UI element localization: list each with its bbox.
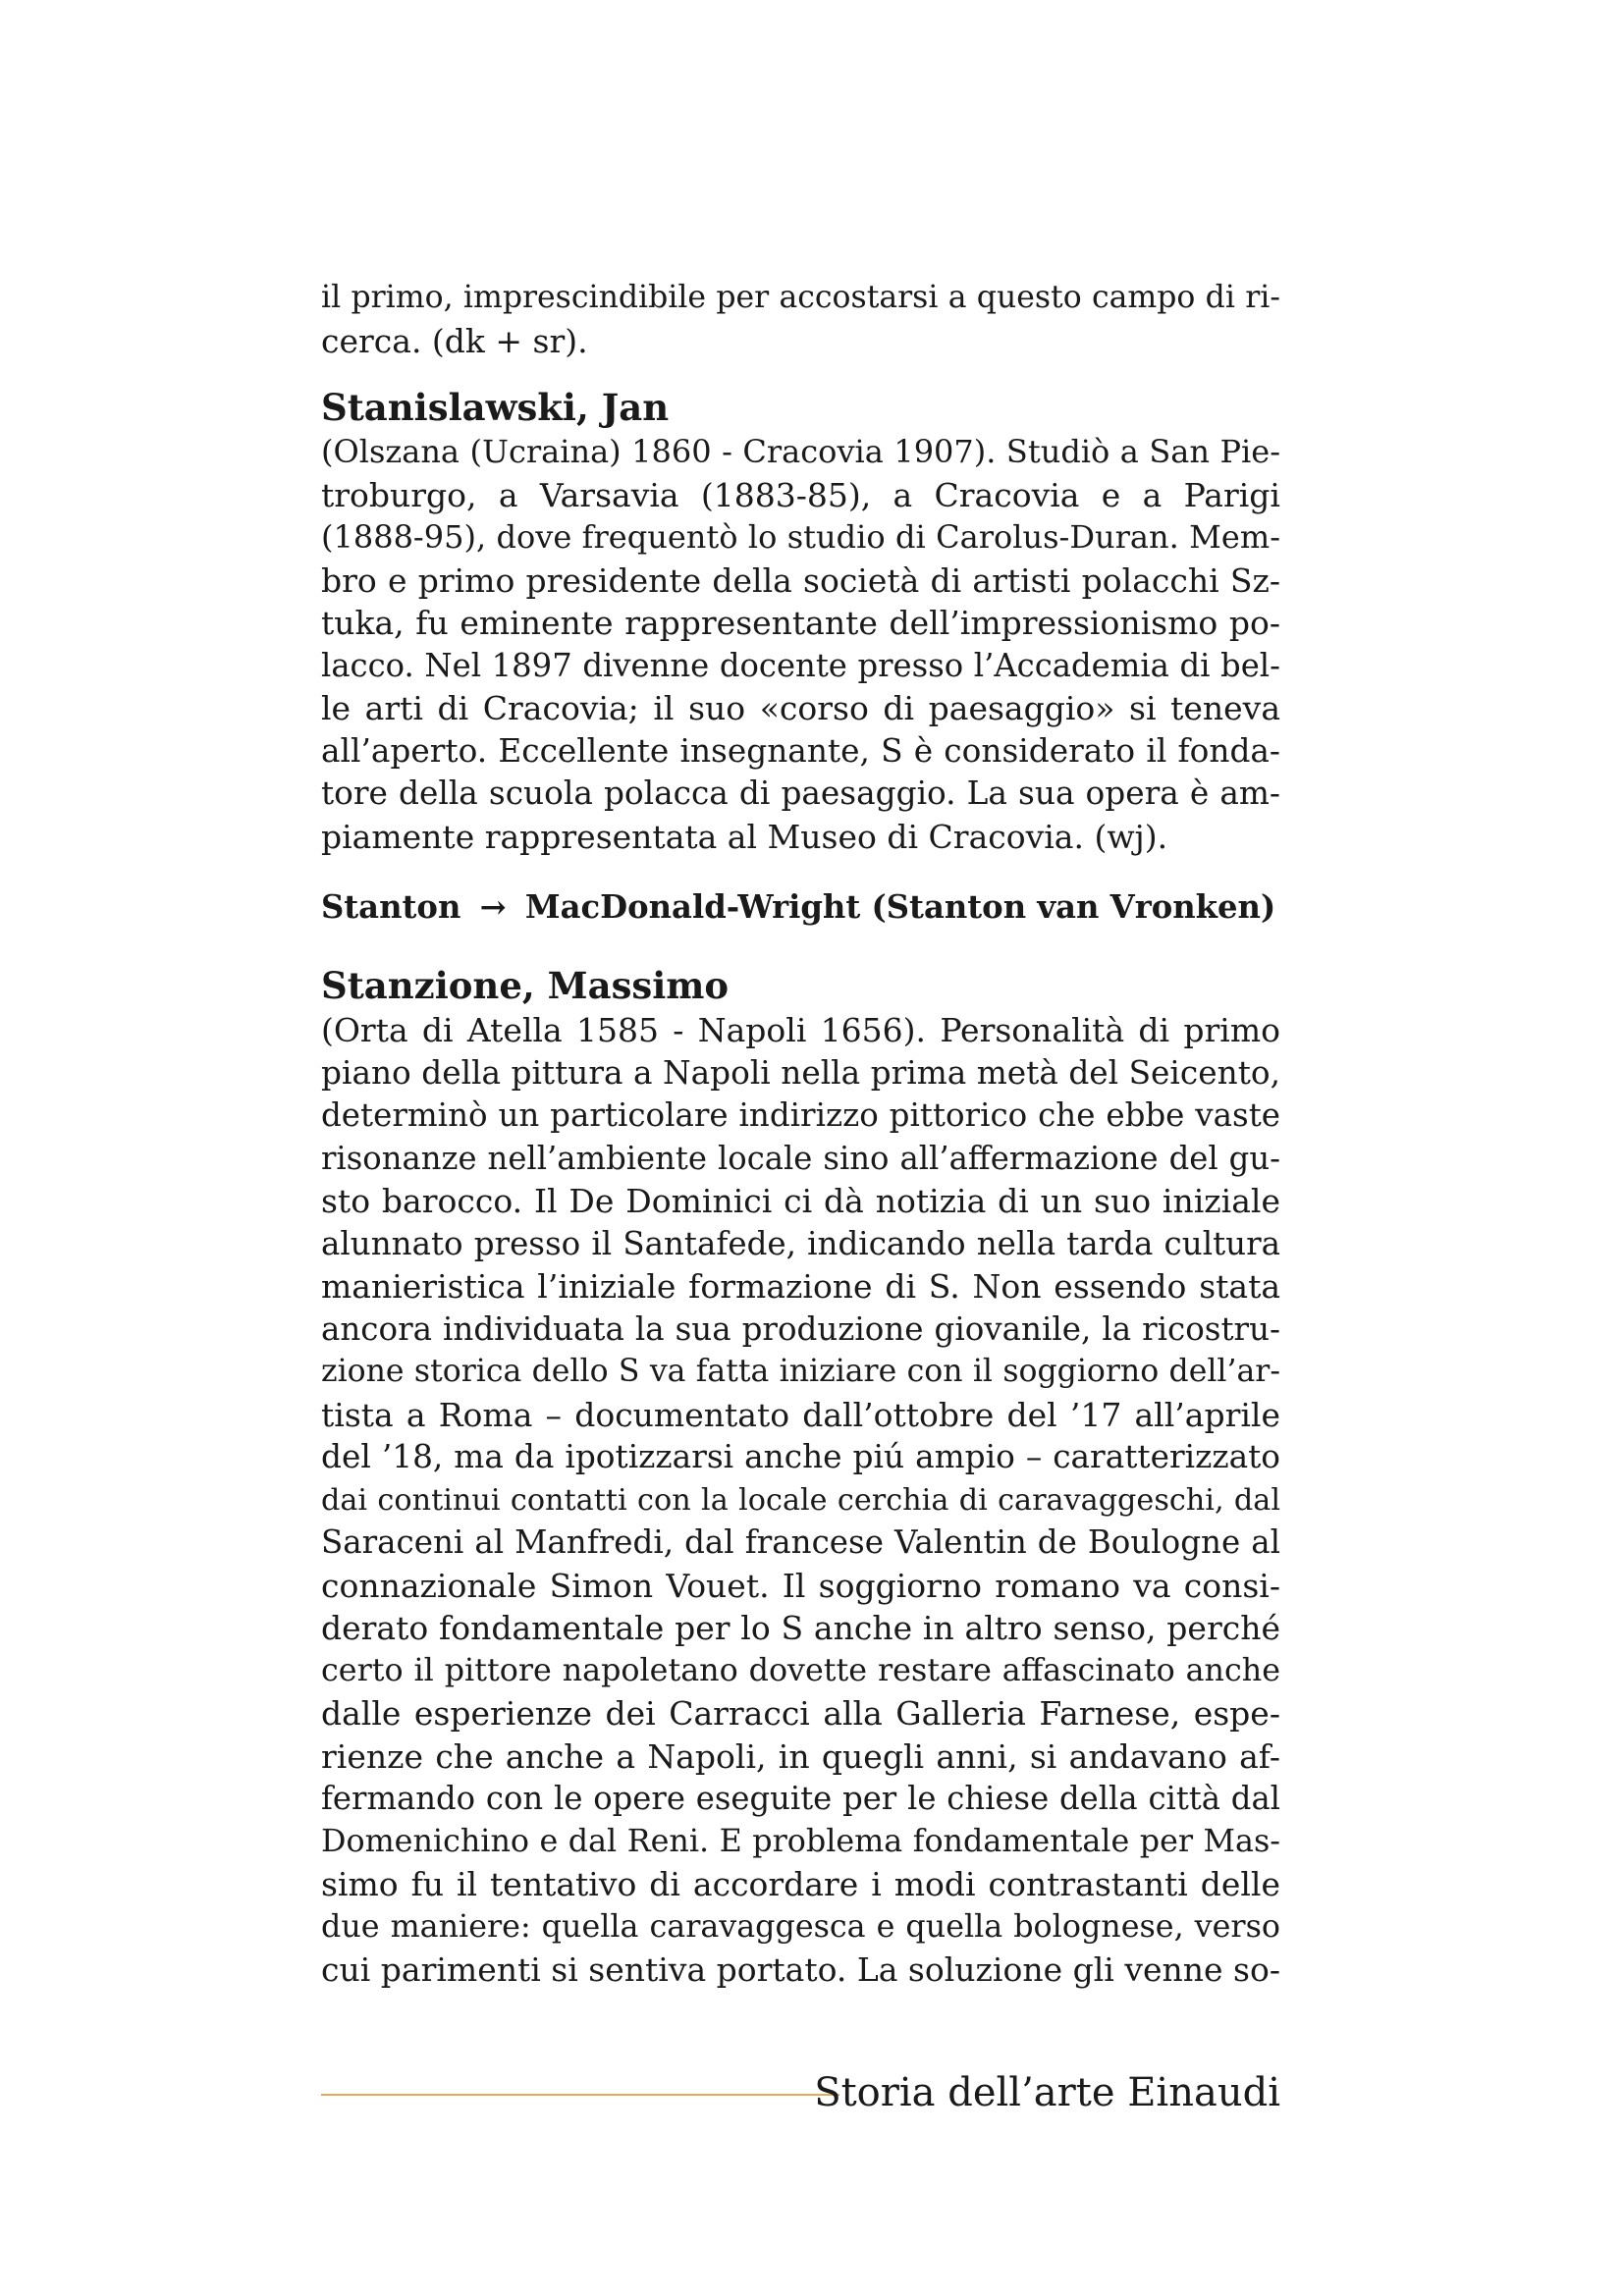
text-line: cerca. (dk + sr). [321,321,588,360]
text-line: cui parimenti si sentiva portato. La soluzione gli venne so- [321,1950,1280,1989]
text-line: determinò un particolare indirizzo pittorico che ebbe vaste [321,1096,1280,1134]
text-line: dai continui contatti con la locale cerchia di caravaggeschi, dal [321,1482,1280,1518]
text-line: Domenichino e dal Reni. E problema fondamentale per Mas- [321,1823,1280,1859]
intro-paragraph [321,277,1280,362]
text-line: sto barocco. Il De Dominici ci dà notizia di un suo iniziale [321,1182,1280,1220]
text-line: lacco. Nel 1897 divenne docente presso l’Accademia di bel- [321,646,1280,684]
text-line: certo il pittore napoletano dovette restare affascinato anche [321,1652,1280,1688]
text-line: derato fondamentale per lo S anche in altro senso, perché [321,1609,1280,1647]
text-line: all’aperto. Eccellente insegnante, S è considerato il fonda- [321,731,1280,770]
text-line: connazionale Simon Vouet. Il soggiorno romano va consi- [321,1566,1280,1605]
text-line: (Orta di Atella 1585 - Napoli 1656). Personalità di primo [321,1011,1280,1049]
footer-rule [321,2094,839,2096]
entry-heading-stanzione: Stanzione, Massimo [321,964,730,1007]
text-line: tuka, fu eminente rappresentante dell’impressionismo po- [321,604,1280,642]
text-line: del ’18, ma da ipotizzarsi anche piú ampio – caratterizzato [321,1438,1280,1475]
text-line: le arti di Cracovia; il suo «corso di paesaggio» si teneva [321,689,1280,727]
text-line: troburgo, a Varsavia (1883-85), a Cracovia e a Parigi [321,475,1280,514]
entry-heading-stanton [321,883,1280,931]
text-line: bro e primo presidente della società di artisti polacchi Sz- [321,561,1280,600]
footer-title: Storia dell’arte Einaudi [814,2070,1280,2115]
text-column [321,277,1280,1992]
text-line: dalle esperienze dei Carracci alla Galleria Farnese, espe- [321,1694,1280,1733]
text-line: risonanze nell’ambiente locale sino all’affermazione del gu- [321,1139,1280,1177]
cross-ref-target[interactable]: MacDonald-Wright (Stanton van Vronken) [524,888,1276,926]
text-line: ancora individuata la sua produzione giovanile, la ricostru- [321,1309,1280,1348]
cross-ref-source: Stanton [321,888,461,926]
entry-body-stanislawski [321,431,1280,858]
text-line: (1888-95), dove frequentò lo studio di Carolus-Duran. Mem- [321,518,1280,556]
entry-heading-stanislawski: Stanislawski, Jan [321,386,670,429]
text-line: rienze che anche a Napoli, in quegli anni, si andavano af- [321,1736,1280,1776]
text-line: manieristica l’iniziale formazione di S. Non essendo stata [321,1267,1280,1306]
text-line: piano della pittura a Napoli nella prima metà del Seicento, [321,1053,1280,1092]
text-line: tista a Roma – documentato dall’ottobre del ’17 all’aprile [321,1395,1280,1434]
text-line: tore della scuola polacca di paesaggio. La sua opera è am- [321,774,1280,812]
text-line: Saraceni al Manfredi, dal francese Valentin de Boulogne al [321,1523,1280,1561]
text-line: alunnato presso il Santafede, indicando nella tarda cultura [321,1224,1280,1262]
text-line: due maniere: quella caravaggesca e quella bolognese, verso [321,1908,1280,1945]
page-footer [321,2065,1280,2120]
text-line: il primo, imprescindibile per accostarsi a questo campo di ri- [321,280,1280,315]
entry-body-stanzione [321,1009,1280,1992]
text-line: fermando con le opere eseguite per le chiese della città dal [321,1780,1280,1817]
text-line: (Olszana (Ucraina) 1860 - Cracovia 1907). Studiò a San Pie- [321,433,1280,470]
text-line: zione storica dello S va fatta iniziare con il soggiorno dell’ar- [321,1354,1280,1389]
right-arrow-icon: → [479,888,507,926]
text-line: simo fu il tentativo di accordare i modi contrastanti delle [321,1865,1280,1903]
text-line: piamente rappresentata al Museo di Cracovia. (wj). [321,817,1168,856]
